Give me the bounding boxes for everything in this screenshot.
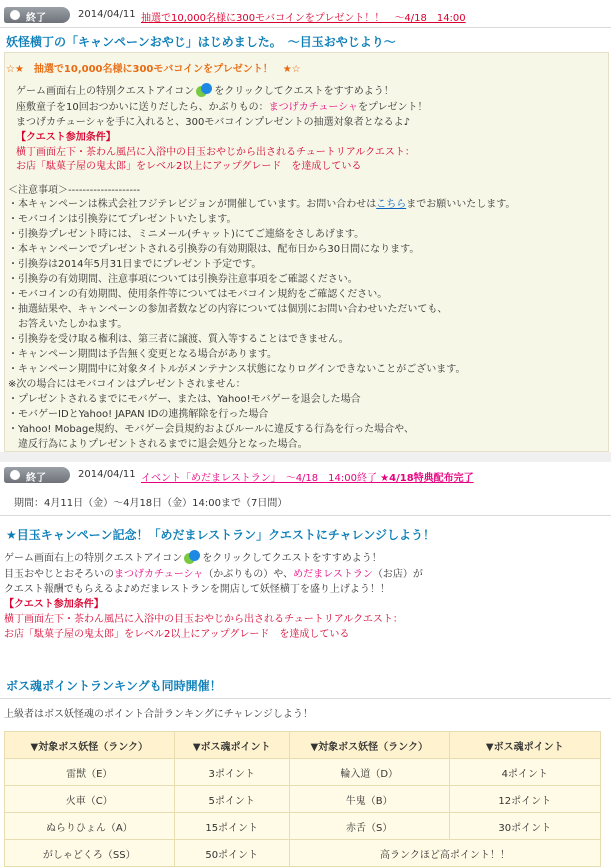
table-row (5, 759, 601, 786)
status-badge: 終了 (4, 7, 70, 23)
news-title-link[interactable]: イベント「めだまレストラン」 ～4/18 14:00終了 ★4/18特典配布完了 (141, 473, 474, 484)
note-line: ・モバコインは引換券にてプレゼントいたします。 (8, 214, 237, 225)
ranking-heading: ボス魂ポイントランキングも同時開催！ (6, 679, 222, 693)
divider (0, 698, 611, 699)
body-line: 座敷童子を10回おつかいに送りだしたら、かぶりもの：まつげカチューシャをプレゼント！ (16, 102, 428, 113)
body-line: ゲーム画面右上の特別クエストアイコン をクリックしてクエストをすすめよう！ (16, 82, 394, 99)
table-header: ▼ボス魂ポイント (449, 732, 600, 759)
note-line: ※次の場合にはモバコインはプレゼントされません： (8, 379, 246, 390)
table-cell: 50ポイント (174, 840, 289, 867)
condition-line: お店「駄菓子屋の鬼太郎」をレベル2以上にアップグレード を達成している (16, 161, 362, 172)
table-cell: 5ポイント (174, 786, 289, 813)
notes-header: ＜注意事項＞-------------------- (8, 185, 141, 196)
campaign-subheading: ☆★ 抽選で10,000名様に300モバコインをプレゼント！ ★☆ (6, 64, 301, 75)
table-cell: ぬらりひょん（A） (5, 813, 175, 840)
condition-line: 横丁画面左下・茶わん風呂に入浴中の目玉おやじから出されるチュートリアルクエスト： (4, 614, 403, 625)
body-line: ゲーム画面右上の特別クエストアイコン をクリックしてクエストをすすめよう！ (4, 549, 382, 566)
ranking-intro: 上級者はボス妖怪魂のポイント合計ランキングにチャレンジしよう！ (4, 709, 313, 720)
quest-icon (184, 550, 200, 566)
note-line: ・本キャンペーンでプレゼントされる引換券の有効期限は、配布日から30日間になります。 (8, 244, 420, 255)
section-divider (0, 452, 611, 462)
table-row (5, 813, 601, 840)
contact-link[interactable]: こちら (376, 199, 407, 210)
table-row (5, 840, 601, 867)
ranking-table (4, 731, 601, 867)
note-line: 違反行為によりプレゼントされるまでに退会処分となった場合。 (8, 439, 308, 450)
table-cell: 雷獣（E） (5, 759, 175, 786)
divider (0, 27, 611, 28)
body-line: まつげカチューシャを手に入れると、300モバコインプレゼントの抽選対象者となるよ♪ (16, 117, 411, 128)
table-cell: 赤舌（S） (289, 813, 449, 840)
table-header: ▼ボス魂ポイント (174, 732, 289, 759)
table-header: ▼対象ボス妖怪（ランク） (289, 732, 449, 759)
note-line: ・キャンペーン期間は予告無く変更となる場合があります。 (8, 349, 277, 360)
condition-line: お店「駄菓子屋の鬼太郎」をレベル2以上にアップグレード を達成している (4, 629, 350, 640)
news-title-link[interactable]: 抽選で10,000名様に300モバコインをプレゼント！！ ～4/18 14:00 (141, 13, 466, 24)
note-line: お答えいたしかねます。 (8, 319, 128, 330)
table-cell: がしゃどくろ（SS） (5, 840, 175, 867)
condition-title: 【クエスト参加条件】 (4, 599, 104, 610)
body-line: 目玉おやじとおそろいのまつげカチューシャ（かぶりもの）や、めだまレストラン（お店）が (4, 569, 423, 580)
table-header: ▼対象ボス妖怪（ランク） (5, 732, 175, 759)
table-cell: 3ポイント (174, 759, 289, 786)
table-cell: 火車（C） (5, 786, 175, 813)
note-line: ・プレゼントされるまでにモバゲー、または、Yahoo!モバゲーを退会した場合 (8, 394, 361, 405)
table-cell: 4ポイント (449, 759, 600, 786)
note-line: ・モバコインの有効期間、使用条件等についてはモバコイン規約をご確認ください。 (8, 289, 388, 300)
table-header-row (5, 732, 601, 759)
status-badge: 終了 (4, 467, 70, 483)
note-line: ・モバゲーIDとYahoo! JAPAN IDの連携解除を行った場合 (8, 409, 269, 420)
table-cell: 高ランクほど高ポイント！！ (289, 840, 600, 867)
note-line: ・本キャンペーンは株式会社フジテレビジョンが開催しています。お問い合わせはこちらまでお願いいたします。 (8, 199, 516, 210)
news-header (0, 6, 611, 26)
campaign-heading: 妖怪横丁の「キャンペーンおやじ」はじめました。 ～目玉おやじより～ (6, 35, 396, 49)
note-line: ・キャンペーン期間中に対象タイトルがメンテナンス状態になりログインできないことがございます。 (8, 364, 466, 375)
note-line: ・抽選結果や、キャンペーンの参加者数などの内容については個別にお問い合わせいただいても、 (8, 304, 448, 315)
note-line: ・引換券は2014年5月31日までにプレゼント予定です。 (8, 259, 262, 270)
news-date: 2014/04/11 (78, 9, 136, 20)
condition-line: 横丁画面左下・茶わん風呂に入浴中の目玉おやじから出されるチュートリアルクエスト： (16, 147, 415, 158)
note-line: ・Yahoo! Mobage規約、モバゲー会員規約およびルールに違反する行為を行った場合や、 (8, 424, 414, 435)
divider (0, 515, 611, 516)
campaign-heading: ★目玉キャンペーン記念！「めだまレストラン」クエストにチャレンジしよう！ (6, 528, 435, 542)
table-row (5, 786, 601, 813)
quest-icon (196, 83, 212, 99)
table-cell: 30ポイント (449, 813, 600, 840)
body-line: クエスト報酬でもらえるよ♪めだまレストランを開店して妖怪横丁を盛り上げよう！！ (4, 584, 390, 595)
condition-title: 【クエスト参加条件】 (16, 132, 116, 143)
note-line: ・引換券プレゼント時には、ミニメール(チャット)にてご連絡をさしあげます。 (8, 229, 365, 240)
note-line: ・引換券の有効期間、注意事項については引換券注意事項をご確認ください。 (8, 274, 358, 285)
info-icon (10, 470, 20, 480)
info-icon (10, 10, 20, 20)
news-header (0, 466, 611, 486)
table-cell: 15ポイント (174, 813, 289, 840)
table-cell: 牛鬼（B） (289, 786, 449, 813)
news-date: 2014/04/11 (78, 469, 136, 480)
table-cell: 輪入道（D） (289, 759, 449, 786)
table-cell: 12ポイント (449, 786, 600, 813)
note-line: ・引換券を受け取る権利は、第三者に譲渡、質入等することはできません。 (8, 334, 349, 345)
event-period: 期間：4月11日（金）～4月18日（金）14:00まで（7日間） (14, 498, 288, 509)
